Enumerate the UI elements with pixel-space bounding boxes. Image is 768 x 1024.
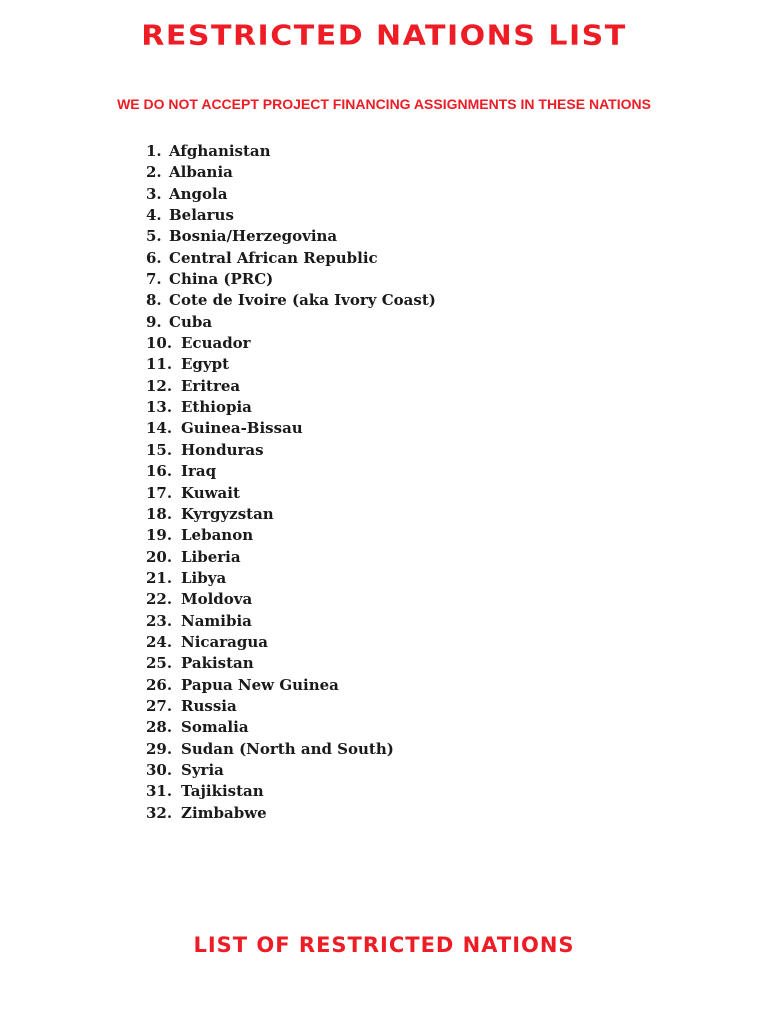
list-item <box>146 803 436 824</box>
list-item-nation: Sudan (North and South) <box>181 739 394 758</box>
list-item <box>146 354 436 375</box>
list-item <box>146 269 436 290</box>
list-item-number: 14. <box>146 419 173 438</box>
list-item <box>146 418 436 439</box>
list-item-number: 8. <box>146 291 162 310</box>
list-item <box>146 205 436 226</box>
list-item <box>146 461 436 482</box>
list-item-nation: Pakistan <box>181 654 254 673</box>
list-item-nation: Cote de Ivoire (aka Ivory Coast) <box>169 291 436 310</box>
list-item <box>146 611 436 632</box>
list-item-nation: Ethiopia <box>181 398 252 417</box>
list-item-nation: Nicaragua <box>181 632 268 651</box>
list-item <box>146 141 436 162</box>
list-item <box>146 397 436 418</box>
list-item-nation: Iraq <box>181 462 217 481</box>
list-item-number: 25. <box>146 654 173 673</box>
list-item-number: 17. <box>146 483 173 502</box>
list-item-number: 30. <box>146 760 173 779</box>
list-item <box>146 483 436 504</box>
list-item <box>146 226 436 247</box>
list-item-number: 24. <box>146 632 173 651</box>
list-item-number: 32. <box>146 803 173 822</box>
list-item <box>146 589 436 610</box>
document-footer: LIST OF RESTRICTED NATIONS <box>193 933 575 957</box>
list-item-nation: Belarus <box>169 206 234 225</box>
nation-list <box>146 141 436 824</box>
list-item-number: 13. <box>146 398 173 417</box>
list-item-nation: Angola <box>169 184 228 203</box>
list-item-nation: Namibia <box>181 611 252 630</box>
list-item-nation: China (PRC) <box>169 270 274 289</box>
list-item <box>146 333 436 354</box>
list-item-number: 4. <box>146 206 162 225</box>
list-item-nation: Honduras <box>181 440 264 459</box>
list-item-nation: Zimbabwe <box>181 803 267 822</box>
list-item-number: 5. <box>146 227 162 246</box>
list-item-number: 27. <box>146 696 173 715</box>
list-item <box>146 675 436 696</box>
list-item-number: 7. <box>146 270 162 289</box>
list-item <box>146 440 436 461</box>
list-item-number: 11. <box>146 355 173 374</box>
list-item <box>146 717 436 738</box>
list-item <box>146 184 436 205</box>
list-item-number: 16. <box>146 462 173 481</box>
list-item-number: 26. <box>146 675 173 694</box>
list-item-number: 15. <box>146 440 173 459</box>
list-item <box>146 525 436 546</box>
list-item-number: 18. <box>146 504 173 523</box>
list-item-nation: Libya <box>181 568 227 587</box>
list-item <box>146 739 436 760</box>
list-item-nation: Lebanon <box>181 526 254 545</box>
list-item-number: 22. <box>146 590 173 609</box>
list-item-number: 19. <box>146 526 173 545</box>
list-item-nation: Central African Republic <box>169 248 378 267</box>
list-item <box>146 248 436 269</box>
list-item <box>146 632 436 653</box>
list-item-number: 28. <box>146 718 173 737</box>
list-item-nation: Kuwait <box>181 483 240 502</box>
list-item-nation: Cuba <box>169 312 213 331</box>
list-item-nation: Eritrea <box>181 376 241 395</box>
list-item-number: 12. <box>146 376 173 395</box>
list-item-nation: Tajikistan <box>181 782 264 801</box>
list-item <box>146 290 436 311</box>
list-item <box>146 312 436 333</box>
list-item <box>146 781 436 802</box>
list-item <box>146 760 436 781</box>
list-item-nation: Papua New Guinea <box>181 675 339 694</box>
list-item-nation: Albania <box>169 163 233 182</box>
list-item-number: 6. <box>146 248 162 267</box>
list-item-nation: Egypt <box>181 355 230 374</box>
list-item-nation: Russia <box>181 696 237 715</box>
list-item-nation: Kyrgyzstan <box>181 504 274 523</box>
list-item-number: 29. <box>146 739 173 758</box>
list-item-number: 23. <box>146 611 173 630</box>
list-item-nation: Liberia <box>181 547 241 566</box>
list-item-number: 2. <box>146 163 162 182</box>
list-item-number: 1. <box>146 142 162 160</box>
list-item-nation: Guinea-Bissau <box>181 419 303 438</box>
list-item-number: 10. <box>146 334 173 353</box>
list-item-nation: Syria <box>181 760 224 779</box>
list-item-nation: Somalia <box>181 718 249 737</box>
list-item <box>146 568 436 589</box>
list-item <box>146 547 436 568</box>
list-item-nation: Bosnia/Herzegovina <box>169 227 338 246</box>
list-item-number: 9. <box>146 312 162 331</box>
list-item <box>146 504 436 525</box>
list-item <box>146 696 436 717</box>
list-item-number: 20. <box>146 547 173 566</box>
list-item-number: 21. <box>146 568 173 587</box>
document-subtitle: WE DO NOT ACCEPT PROJECT FINANCING ASSIGNMENTS IN THESE NATIONS <box>117 96 651 112</box>
list-item-nation: Afghanistan <box>169 142 271 160</box>
list-item-number: 31. <box>146 782 173 801</box>
list-item-nation: Ecuador <box>181 334 251 353</box>
list-item <box>146 653 436 674</box>
list-item <box>146 162 436 183</box>
list-item <box>146 376 436 397</box>
list-item-nation: Moldova <box>181 590 253 609</box>
document-title: RESTRICTED NATIONS LIST <box>141 19 627 52</box>
list-item-number: 3. <box>146 184 162 203</box>
